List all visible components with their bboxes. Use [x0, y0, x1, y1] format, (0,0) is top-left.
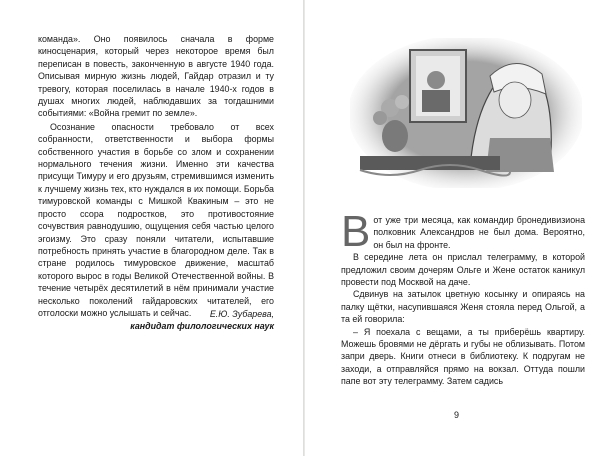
right-paragraph-2: В середине лета он прислал телеграмму, в которой предложил своим дочерям Ольге и Жене остаток каникул провести под Москвой на даче. — [341, 252, 585, 288]
right-paragraph-4: – Я поехала с вещами, а ты приберёшь квартиру. Можешь бровями не дёргать и губы не облизывать. Потом запри дверь. Книги отнеси в библиотеку. К подругам не заходи, а отправляйся прямо на вокзал. Оттуда пошли папе вот эту телеграмму. Затем садись — [341, 326, 585, 387]
left-page — [0, 0, 303, 456]
signature-name: Е.Ю. Зубарева, — [209, 309, 274, 319]
left-paragraph-2: Осознание опасности требовало от всех собранности, ответственности и выбора формы собственного участия в борьбе со злом и сохранении нормального течения жизни. Именно эти качества присущи Тимуру и его друзьям, стремившимся изменить к лучшему жизнь тех, кто нуждался в их помощи. Борьба тимуровской команды с Мишкой Квакиным – это не просто ссора подростков, это противостояние сочувствия равнодушию, ощущения себя частью целого эгоизму. Это сразу поняли читатели, испытавшие потребность принять участие в благородном деле. Так в стране родилось тимуровское движение, масштаб которого вырос в годы Великой Отечественной войны. В течение четырёх десятилетий в нём принимали участие несколько поколений гайдаровских читателей, его отголоски можно услышать и сейчас. — [38, 121, 274, 318]
drop-cap: В — [341, 207, 371, 256]
flower — [395, 95, 409, 109]
left-page-text — [38, 33, 274, 319]
right-paragraph-3: Сдвинув на затылок цветную косынку и опираясь на палку щётки, насупившаяся Женя стояла перед Ольгой, а та ей говорила: — [341, 289, 585, 325]
portrait-body — [422, 90, 450, 112]
illustration-girl-with-portrait — [350, 38, 582, 188]
right-page-text — [341, 207, 585, 388]
girl-face — [499, 82, 531, 118]
flower-vase — [382, 120, 408, 152]
left-paragraph-1: команда». Оно появилось сначала в форме киносценария, который через некоторое время был переписан в повесть, законченную в августе 1940 года. Описывая мирную жизнь людей, Гайдар отразил и ту тревогу, которая поселилась в начале 1940-х годов в душах многих людей, наблюдавших за тогдашними событиями: «Война гремит по земле». — [38, 34, 274, 119]
portrait-head — [427, 71, 445, 89]
right-paragraph-1-text: от уже три месяца, как командир бронедивизиона полковник Александров не был дома. Вероятно, он был на фронте. — [373, 215, 585, 250]
right-page — [305, 0, 608, 456]
page-number: 9 — [453, 410, 459, 420]
author-signature — [38, 308, 274, 333]
flower — [373, 111, 387, 125]
right-paragraph-1 — [341, 207, 585, 256]
signature-title: кандидат филологических наук — [130, 321, 274, 332]
